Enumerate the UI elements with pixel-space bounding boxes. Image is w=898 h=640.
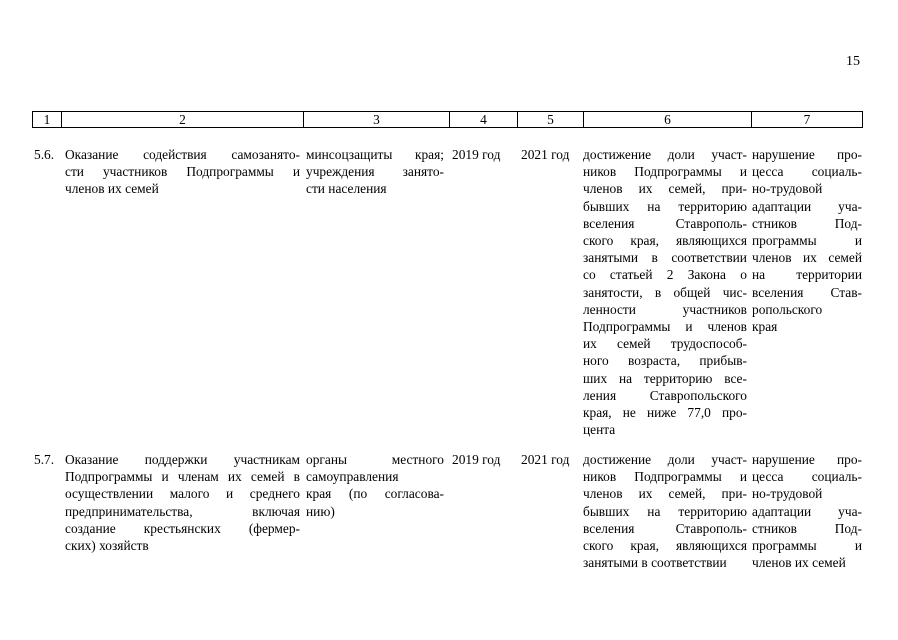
indicator bbox=[583, 146, 747, 438]
text-line: самоуправления bbox=[306, 469, 399, 485]
text-line: но-трудовой bbox=[752, 181, 823, 197]
text-line: со статьей 2 Закона о bbox=[583, 267, 747, 283]
measure-name bbox=[65, 146, 300, 198]
header-cell-3: 3 bbox=[304, 112, 450, 127]
text-line: цента bbox=[583, 422, 616, 438]
text-line: стников Под- bbox=[752, 215, 862, 231]
start-year: 2019 год bbox=[452, 452, 501, 467]
text-line: достижение доли участ- bbox=[583, 147, 747, 162]
text-line: ского края, являющихся bbox=[583, 233, 747, 249]
text-line: Оказание поддержки участникам bbox=[65, 452, 300, 467]
text-line: вселения Ставрополь- bbox=[583, 215, 747, 231]
text-line: членов их семей bbox=[65, 181, 159, 197]
text-line: создание крестьянских (фермер- bbox=[65, 520, 300, 536]
text-line: сти населения bbox=[306, 181, 387, 197]
end-year: 2021 год bbox=[521, 147, 570, 162]
text-line: ских) хозяйств bbox=[65, 538, 149, 554]
header-cell-5: 5 bbox=[518, 112, 584, 127]
text-line: сти участников Подпрограммы и bbox=[65, 164, 300, 180]
row-number: 5.6. bbox=[34, 147, 55, 162]
text-line: членов их семей bbox=[752, 250, 862, 266]
table-header-row bbox=[32, 111, 863, 128]
executor bbox=[306, 146, 444, 198]
text-line: членов их семей, при- bbox=[583, 181, 747, 197]
text-line: ского края, являющихся bbox=[583, 538, 747, 554]
consequence bbox=[752, 451, 862, 571]
text-line: ников Подпрограммы и bbox=[583, 469, 747, 485]
page-number: 15 bbox=[846, 54, 860, 69]
text-line: минсоцзащиты края; bbox=[306, 147, 444, 162]
text-line: нарушение про- bbox=[752, 147, 862, 162]
text-line: Подпрограммы и членам их семей в bbox=[65, 469, 300, 485]
text-line: занятости, в общей чис- bbox=[583, 284, 747, 300]
text-line: членов их семей, при- bbox=[583, 486, 747, 502]
header-cell-7: 7 bbox=[803, 112, 811, 127]
text-line: осуществлении малого и среднего bbox=[65, 486, 300, 502]
text-line: органы местного bbox=[306, 452, 444, 467]
text-line: адаптации уча- bbox=[752, 503, 862, 519]
text-line: Оказание содействия самозанято- bbox=[65, 147, 300, 162]
text-line: достижение доли участ- bbox=[583, 452, 747, 467]
text-line: ших на территорию все- bbox=[583, 370, 747, 386]
text-line: их семей трудоспособ- bbox=[583, 336, 747, 352]
text-line: учреждения занято- bbox=[306, 164, 444, 180]
start-year: 2019 год bbox=[452, 147, 501, 162]
text-line: но-трудовой bbox=[752, 486, 823, 502]
text-line: края (по согласова- bbox=[306, 486, 444, 502]
consequence bbox=[752, 146, 862, 335]
text-line: программы и bbox=[752, 233, 862, 249]
text-line: края, не ниже 77,0 про- bbox=[583, 405, 747, 421]
text-line: ленности участников bbox=[583, 301, 747, 317]
text-line: на территории bbox=[752, 267, 862, 283]
text-line: вселения Ставрополь- bbox=[583, 520, 747, 536]
text-line: ников Подпрограммы и bbox=[583, 164, 747, 180]
text-line: цесса социаль- bbox=[752, 469, 862, 485]
text-line: предпринимательства, включая bbox=[65, 503, 300, 519]
end-year: 2021 год bbox=[521, 452, 570, 467]
text-line: программы и bbox=[752, 538, 862, 554]
header-cell-2: 2 bbox=[62, 112, 304, 127]
text-line: нарушение про- bbox=[752, 452, 862, 467]
text-line: занятыми в соответствии bbox=[583, 555, 727, 571]
text-line: края bbox=[752, 319, 778, 335]
text-line: членов их семей bbox=[752, 555, 846, 571]
text-line: нию) bbox=[306, 503, 335, 519]
text-line: ропольского bbox=[752, 301, 823, 317]
header-cell-4: 4 bbox=[450, 112, 518, 127]
measure-name bbox=[65, 451, 300, 554]
text-line: адаптации уча- bbox=[752, 198, 862, 214]
text-line: вселения Став- bbox=[752, 284, 862, 300]
header-cell-6: 6 bbox=[584, 112, 752, 127]
text-line: Подпрограммы и членов bbox=[583, 319, 747, 335]
header-cell-1: 1 bbox=[33, 112, 62, 127]
text-line: стников Под- bbox=[752, 520, 862, 536]
text-line: бывших на территорию bbox=[583, 503, 747, 519]
text-line: бывших на территорию bbox=[583, 198, 747, 214]
text-line: занятыми в соответствии bbox=[583, 250, 747, 266]
indicator bbox=[583, 451, 747, 571]
text-line: ления Ставропольского bbox=[583, 387, 747, 403]
text-line: цесса социаль- bbox=[752, 164, 862, 180]
row-number: 5.7. bbox=[34, 452, 55, 467]
executor bbox=[306, 451, 444, 520]
text-line: ного возраста, прибыв- bbox=[583, 353, 747, 369]
